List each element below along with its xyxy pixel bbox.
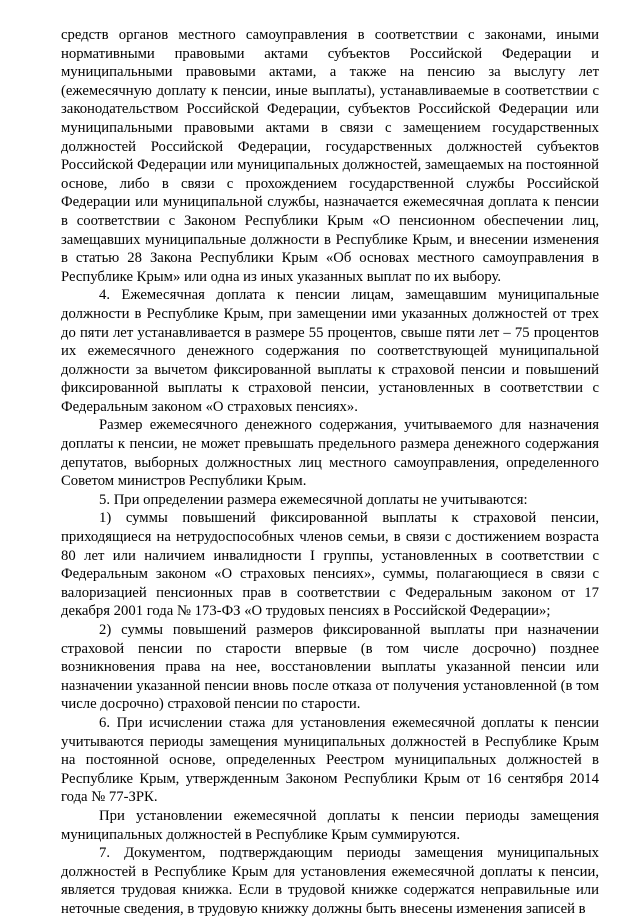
paragraph-continuation: средств органов местного самоуправления в соответствии с законами, иными нормативными правовыми актами субъектов Российской Федерации и муниципальными правовыми актами, а также на пенсию за выслугу лет (ежемесячную доплату к пенсии, иные выплаты), устанавливаемые в соответствии с законодательством Российской Федерации, субъектов Российской Федерации или муниципальными правовыми актами в связи с замещением государственных должностей Российской Федерации, государственных должностей субъектов Российской Федерации или муниципальных должностей, замещаемых на постоянной основе, либо в связи с прохождением государственной службы Российской Федерации или муниципальной службы, назначается ежемесячная доплата к пенсии в соответствии с Законом Республики Крым «О пенсионном обеспечении лиц, замещавших муниципальные должности в Республике Крым, и внесении изменения в статью 28 Закона Республики Крым «Об основах местного самоуправления в Республике Крым» или одна из иных указанных выплат по их выбору. [61,27,599,285]
paragraph-item-4: 4. Ежемесячная доплата к пенсии лицам, замещавшим муниципальные должности в Республике Крым, при замещении ими указанных должностей от трех до пяти лет устанавливается в размере 55 процентов, свыше пяти лет – 75 процентов их ежемесячного денежного содержания по соответствующей муниципальной должности за вычетом фиксированной выплаты к страховой пенсии и повышений фиксированной выплаты к страховой пенсии, установленных в соответствии с Федеральным законом «О страховых пенсиях». [61,287,599,415]
paragraph-summation: При установлении ежемесячной доплаты к пенсии периоды замещения муниципальных должностей в Республике Крым суммируются. [61,807,599,843]
paragraph-item-5: 5. При определении размера ежемесячной доплаты не учитываются: [99,491,528,508]
document-page [61,26,599,919]
paragraph-item-6: 6. При исчислении стажа для установления ежемесячной доплаты к пенсии учитываются периоды замещения муниципальных должностей в Республике Крым на постоянной основе, определенных Реестром муниципальных должностей в Республике Крым, утвержденным Законом Республики Крым от 16 сентября 2014 года № 77-ЗРК. [61,714,599,806]
paragraph-salary-limit: Размер ежемесячного денежного содержания, учитываемого для назначения доплаты к пенсии, не может превышать предельного размера денежного содержания депутатов, выборных должностных лиц местного самоуправления, определенного Советом министров Республики Крым. [61,417,599,490]
paragraph-item-5-1: 1) суммы повышений фиксированной выплаты к страховой пенсии, приходящиеся на нетрудоспособных членов семьи, в связи с достижением возраста 80 лет или наличием инвалидности I группы, установленных в соответствии с Федеральным законом «О страховых пенсиях», суммы, полагающиеся в связи с валоризацией пенсионных прав в соответствии с Федеральным законом от 17 декабря 2001 года № 173-ФЗ «О трудовых пенсиях в Российской Федерации»; [61,510,599,620]
paragraph-item-7: 7. Документом, подтверждающим периоды замещения муниципальных должностей в Республике Крым для установления ежемесячной доплаты к пенсии, является трудовая книжка. Если в трудовой книжке содержатся неправильные или неточные сведения, в трудовую книжку должны быть внесены изменения записей в [61,845,599,917]
paragraph-item-5-2: 2) суммы повышений размеров фиксированной выплаты при назначении страховой пенсии по старости впервые (в том числе досрочно) позднее возникновения права на нее, восстановлении выплаты указанной пенсии или назначении указанной пенсии вновь после отказа от получения установленной (в том числе досрочно) страховой пенсии по старости. [61,622,599,713]
